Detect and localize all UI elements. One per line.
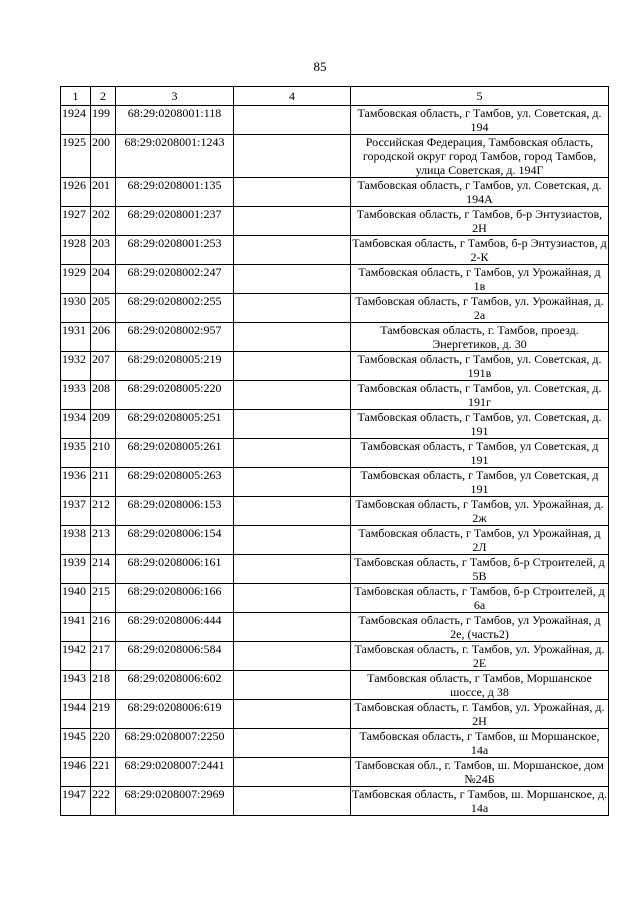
row-global-number: 1939 <box>61 555 91 584</box>
table-row <box>61 758 609 787</box>
row-global-number: 1927 <box>61 207 91 236</box>
row-global-number: 1925 <box>61 135 91 178</box>
cadastral-number: 68:29:0208006:161 <box>116 555 234 584</box>
row-local-number: 205 <box>91 294 116 323</box>
column-4-cell <box>234 642 351 671</box>
row-global-number: 1930 <box>61 294 91 323</box>
address-cell: Тамбовская область, г. Тамбов, ул. Урожайная, д. 2Е <box>351 642 609 671</box>
cadastral-number: 68:29:0208001:135 <box>116 178 234 207</box>
row-local-number: 213 <box>91 526 116 555</box>
table-row <box>61 671 609 700</box>
row-global-number: 1934 <box>61 410 91 439</box>
column-4-cell <box>234 758 351 787</box>
row-global-number: 1936 <box>61 468 91 497</box>
table-row <box>61 352 609 381</box>
cadastral-number: 68:29:0208007:2441 <box>116 758 234 787</box>
column-header-4: 4 <box>234 87 351 106</box>
address-cell: Тамбовская область, г Тамбов, ул Советская, д 191 <box>351 439 609 468</box>
column-4-cell <box>234 497 351 526</box>
table-row <box>61 207 609 236</box>
address-cell: Тамбовская область, г Тамбов, ул Урожайная, д 1в <box>351 265 609 294</box>
cadastral-number: 68:29:0208005:251 <box>116 410 234 439</box>
table-row <box>61 787 609 816</box>
row-local-number: 217 <box>91 642 116 671</box>
address-cell: Тамбовская область, г Тамбов, ш. Моршанское, д. 14а <box>352 787 608 815</box>
row-global-number: 1924 <box>61 106 91 135</box>
address-cell: Тамбовская область, г Тамбов, б-р Строителей, д 5В <box>351 555 609 584</box>
row-global-number: 1941 <box>61 613 91 642</box>
address-cell: Тамбовская обл., г. Тамбов, ш. Моршанское, дом №24Б <box>351 758 609 787</box>
row-global-number: 1942 <box>61 642 91 671</box>
column-4-cell <box>234 787 351 816</box>
column-4-cell <box>234 106 351 135</box>
table-row <box>61 294 609 323</box>
table-row <box>61 555 609 584</box>
row-local-number: 219 <box>91 700 116 729</box>
table-row <box>61 381 609 410</box>
row-local-number: 200 <box>91 135 116 178</box>
address-cell: Тамбовская область, г Тамбов, ул. Советская, д. 191г <box>351 381 609 410</box>
row-global-number: 1938 <box>61 526 91 555</box>
cadastral-number: 68:29:0208005:263 <box>116 468 234 497</box>
column-4-cell <box>234 526 351 555</box>
address-cell: Тамбовская область, г. Тамбов, проезд. Энергетиков, д. 30 <box>351 323 609 352</box>
cadastral-number: 68:29:0208001:1243 <box>116 135 234 178</box>
address-cell: Тамбовская область, г Тамбов, б-р Энтузиастов, д 2-К <box>352 236 607 264</box>
cadastral-number: 68:29:0208007:2250 <box>116 729 234 758</box>
address-cell: Тамбовская область, г Тамбов, б-р Строителей, д 6а <box>351 584 609 613</box>
table-row <box>61 613 609 642</box>
row-global-number: 1926 <box>61 178 91 207</box>
cadastral-number: 68:29:0208006:584 <box>116 642 234 671</box>
row-global-number: 1940 <box>61 584 91 613</box>
row-local-number: 220 <box>91 729 116 758</box>
address-cell: Тамбовская область, г. Тамбов, ул. Урожайная, д. 2Н <box>351 700 609 729</box>
row-local-number: 211 <box>91 468 116 497</box>
page-number: 85 <box>313 59 327 74</box>
row-global-number: 1937 <box>61 497 91 526</box>
address-cell: Тамбовская область, г Тамбов, Моршанское шоссе, д 38 <box>351 671 609 700</box>
row-global-number: 1944 <box>61 700 91 729</box>
row-global-number: 1933 <box>61 381 91 410</box>
column-4-cell <box>234 584 351 613</box>
address-cell: Тамбовская область, г Тамбов, ул. Урожайная, д. 2а <box>351 294 609 323</box>
row-local-number: 216 <box>91 613 116 642</box>
row-global-number: 1929 <box>61 265 91 294</box>
column-4-cell <box>234 410 351 439</box>
cadastral-number: 68:29:0208006:444 <box>116 613 234 642</box>
row-local-number: 218 <box>91 671 116 700</box>
cadastral-number: 68:29:0208006:619 <box>116 700 234 729</box>
address-cell: Тамбовская область, г Тамбов, б-р Энтузиастов, 2Н <box>351 207 609 236</box>
cadastral-number: 68:29:0208001:237 <box>116 207 234 236</box>
cadastral-number: 68:29:0208007:2969 <box>116 787 234 816</box>
table-row <box>61 700 609 729</box>
row-local-number: 206 <box>91 323 116 352</box>
table-row <box>61 729 609 758</box>
column-4-cell <box>234 236 351 265</box>
cadastral-number: 68:29:0208006:602 <box>116 671 234 700</box>
cadastral-number: 68:29:0208001:253 <box>116 236 234 265</box>
address-cell: Тамбовская область, г Тамбов, ул. Урожайная, д. 2ж <box>351 497 609 526</box>
row-local-number: 222 <box>91 787 116 816</box>
address-cell: Тамбовская область, г Тамбов, ул. Советская, д. 191 <box>351 410 609 439</box>
row-local-number: 221 <box>91 758 116 787</box>
column-header-3: 3 <box>116 87 234 106</box>
row-global-number: 1935 <box>61 439 91 468</box>
table-row <box>61 410 609 439</box>
cadastral-number: 68:29:0208006:153 <box>116 497 234 526</box>
table-row <box>61 497 609 526</box>
address-cell: Российская Федерация, Тамбовская область, городской округ город Тамбов, город Тамбов, улица Советская, д. 194Г <box>351 135 609 178</box>
cadastral-number: 68:29:0208002:247 <box>116 265 234 294</box>
column-4-cell <box>234 207 351 236</box>
property-table <box>60 86 609 816</box>
table-row <box>61 178 609 207</box>
table-row <box>61 265 609 294</box>
column-4-cell <box>234 352 351 381</box>
column-header-2: 2 <box>91 87 116 106</box>
row-local-number: 208 <box>91 381 116 410</box>
address-cell: Тамбовская область, г Тамбов, ул Урожайная, д 2е, (часть2) <box>351 613 609 642</box>
table-row <box>61 135 609 178</box>
row-local-number: 202 <box>91 207 116 236</box>
row-local-number: 203 <box>91 236 116 265</box>
table-row <box>61 584 609 613</box>
cadastral-number: 68:29:0208005:261 <box>116 439 234 468</box>
address-cell: Тамбовская область, г Тамбов, ул Урожайная, д 2Л <box>351 526 609 555</box>
column-4-cell <box>234 381 351 410</box>
column-4-cell <box>234 700 351 729</box>
column-4-cell <box>234 468 351 497</box>
address-cell: Тамбовская область, г Тамбов, ул Советская, д 191 <box>351 468 609 497</box>
row-local-number: 210 <box>91 439 116 468</box>
row-local-number: 209 <box>91 410 116 439</box>
table-row <box>61 323 609 352</box>
table-header-row <box>61 87 609 106</box>
column-4-cell <box>234 178 351 207</box>
row-local-number: 212 <box>91 497 116 526</box>
row-global-number: 1943 <box>61 671 91 700</box>
address-cell: Тамбовская область, г Тамбов, ул. Советская, д. 194А <box>351 178 609 207</box>
column-4-cell <box>234 729 351 758</box>
row-global-number: 1945 <box>61 729 91 758</box>
column-4-cell <box>234 613 351 642</box>
table-row <box>61 526 609 555</box>
address-cell: Тамбовская область, г Тамбов, ул. Советская, д. 194 <box>351 106 609 135</box>
row-local-number: 204 <box>91 265 116 294</box>
column-4-cell <box>234 323 351 352</box>
column-4-cell <box>234 555 351 584</box>
cadastral-number: 68:29:0208001:118 <box>116 106 234 135</box>
row-local-number: 199 <box>91 106 116 135</box>
table-row <box>61 236 609 265</box>
row-local-number: 207 <box>91 352 116 381</box>
cadastral-number: 68:29:0208002:255 <box>116 294 234 323</box>
row-global-number: 1928 <box>61 236 91 265</box>
row-global-number: 1947 <box>61 787 91 816</box>
row-global-number: 1932 <box>61 352 91 381</box>
column-4-cell <box>234 294 351 323</box>
row-local-number: 215 <box>91 584 116 613</box>
row-local-number: 201 <box>91 178 116 207</box>
address-cell: Тамбовская область, г Тамбов, ул. Советская, д. 191в <box>351 352 609 381</box>
column-4-cell <box>234 135 351 178</box>
cadastral-number: 68:29:0208006:166 <box>116 584 234 613</box>
table-body <box>61 106 609 816</box>
table-row <box>61 106 609 135</box>
address-cell: Тамбовская область, г Тамбов, ш Моршанское, 14а <box>351 729 609 758</box>
table-row <box>61 642 609 671</box>
column-4-cell <box>234 439 351 468</box>
column-header-5: 5 <box>351 87 609 106</box>
row-global-number: 1931 <box>61 323 91 352</box>
table-row <box>61 439 609 468</box>
cadastral-number: 68:29:0208006:154 <box>116 526 234 555</box>
column-header-1: 1 <box>61 87 91 106</box>
cadastral-number: 68:29:0208005:220 <box>116 381 234 410</box>
cadastral-number: 68:29:0208005:219 <box>116 352 234 381</box>
row-local-number: 214 <box>91 555 116 584</box>
column-4-cell <box>234 671 351 700</box>
table-row <box>61 468 609 497</box>
row-global-number: 1946 <box>61 758 91 787</box>
column-4-cell <box>234 265 351 294</box>
cadastral-number: 68:29:0208002:957 <box>116 323 234 352</box>
